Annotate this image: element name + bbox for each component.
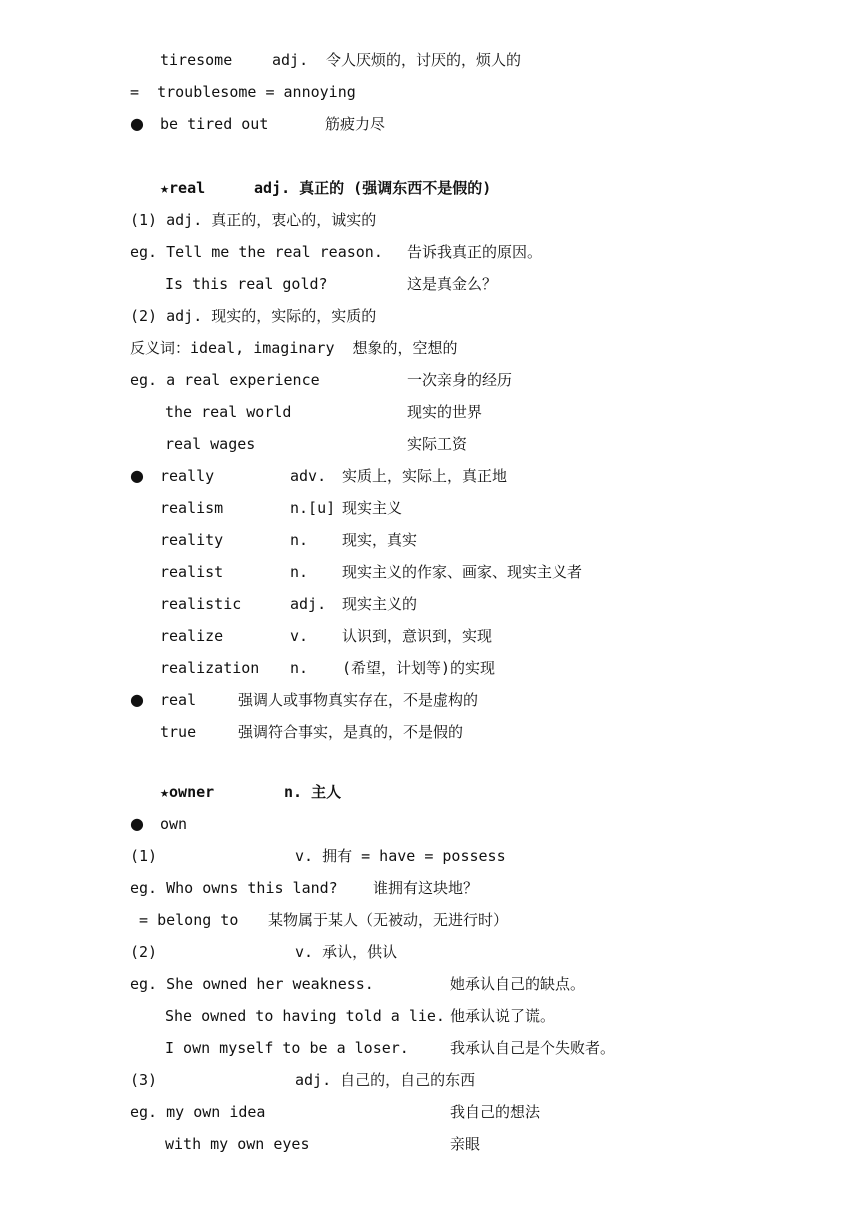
example-chinese: 她承认自己的缺点。 [450,975,586,993]
example-english: I own myself to be a loser. [165,1039,409,1057]
example-chinese: 他承认说了谎。 [450,1007,556,1025]
example-chinese: 实际工资 [407,435,468,453]
example-english: real wages [165,435,256,453]
headword: tiresome [160,51,233,69]
bullet-icon: ● [130,690,144,709]
example-line [130,872,840,904]
example-line [130,236,840,268]
derivative-word: realize [160,627,224,645]
example-chinese: 这是真金么？ [407,275,498,293]
sense-number: (2) [130,943,158,961]
derivative-word: realistic [160,595,242,613]
definition: 令人厌烦的，讨厌的，烦人的 [326,51,522,69]
example-line [130,1032,840,1064]
vocab-line-tiresome [130,44,840,76]
example-line [130,968,840,1000]
sense-line-2 [130,936,840,968]
comparison-line-real [130,684,840,716]
synonym-line [130,76,840,108]
example-english: the real world [165,403,292,421]
derivative-line-realization [130,652,840,684]
example-chinese: 一次亲身的经历 [407,371,513,389]
definition: 认识到，意识到，实现 [342,627,493,645]
sense-definition: v. 承认，供认 [295,943,398,961]
definition: 现实主义 [342,499,403,517]
comparison-note: 强调人或事物真实存在，不是虚构的 [238,691,479,709]
definition: 现实主义的作家、画家、现实主义者 [342,563,583,581]
example-line [130,396,840,428]
derivative-word: reality [160,531,224,549]
part-of-speech: n. [290,563,309,581]
usage-note-line [130,904,840,936]
bullet-icon: ● [130,466,144,485]
example-chinese: 我承认自己是个失败者。 [450,1039,616,1057]
part-of-speech: adv. [290,467,327,485]
definition: 实质上，实际上，真正地 [342,467,508,485]
part-of-speech: adj. [290,595,327,613]
example-english: eg. my own idea [130,1103,266,1121]
derivative-line-realist [130,556,840,588]
example-chinese: 现实的世界 [407,403,483,421]
definition: 现实主义的 [342,595,418,613]
part-of-speech: v. [290,627,309,645]
derivative-line-realistic [130,588,840,620]
entry-heading-owner [130,776,840,808]
example-english: She owned to having told a lie. [165,1007,445,1025]
compared-word: real [160,691,197,709]
derivative-line-own [130,808,840,840]
example-english: eg. a real experience [130,371,320,389]
phrase: be tired out [160,115,269,133]
antonym-line [130,332,840,364]
sense-line-1 [130,840,840,872]
derivative-line-reality [130,524,840,556]
sense-definition: v. 拥有 = have = possess [295,847,506,865]
sense-number: (3) [130,1071,158,1089]
comparison-line-true [130,716,840,748]
entry-gloss: n. 主人 [284,783,342,801]
example-line [130,428,840,460]
derivative-line-really [130,460,840,492]
sense-definition: (2) adj. 现实的，实际的，实质的 [130,307,377,325]
example-chinese: 告诉我真正的原因。 [407,243,543,261]
example-english: eg. Tell me the real reason. [130,243,383,261]
sense-definition: (1) adj. 真正的，衷心的，诚实的 [130,211,377,229]
sense-number: (1) [130,847,158,865]
bullet-icon: ● [130,814,144,833]
example-line [130,268,840,300]
comparison-note: 强调符合事实，是真的，不是假的 [238,723,464,741]
part-of-speech: adj. [272,51,309,69]
definition: (希望，计划等)的实现 [342,659,496,677]
example-line [130,1128,840,1160]
part-of-speech: n. [290,531,309,549]
derivative-word: realism [160,499,224,517]
synonyms: = troublesome = annoying [130,83,356,101]
sense-line-3 [130,1064,840,1096]
example-line [130,1000,840,1032]
example-english: Is this real gold? [165,275,328,293]
example-chinese: 谁拥有这块地？ [373,879,479,897]
example-line [130,364,840,396]
antonyms: 反义词：ideal, imaginary 想象的，空想的 [130,339,458,357]
sense-line-1 [130,204,840,236]
derivative-line-realize [130,620,840,652]
entry-gloss: adj. 真正的 (强调东西不是假的) [254,179,492,197]
definition: 现实，真实 [342,531,418,549]
usage-note: 某物属于某人（无被动，无进行时） [268,911,509,929]
example-english: with my own eyes [165,1135,310,1153]
derivative-line-realism [130,492,840,524]
bullet-icon: ● [130,114,144,133]
entry-headword: ★owner [160,783,215,801]
entry-heading-real [130,172,840,204]
part-of-speech: n. [290,659,309,677]
part-of-speech: n.[u] [290,499,336,517]
example-chinese: 我自己的想法 [450,1103,541,1121]
derivative-word: own [160,815,188,833]
entry-headword: ★real [160,179,206,197]
derivative-word: realist [160,563,224,581]
example-line [130,1096,840,1128]
phrase-line-be-tired-out [130,108,840,140]
example-english: eg. She owned her weakness. [130,975,374,993]
definition: 筋疲力尽 [325,115,386,133]
compared-word: true [160,723,197,741]
derivative-word: realization [160,659,260,677]
example-english: eg. Who owns this land? [130,879,338,897]
sense-line-2 [130,300,840,332]
usage-phrase: = belong to [130,911,239,929]
derivative-word: really [160,467,215,485]
sense-definition: adj. 自己的，自己的东西 [295,1071,476,1089]
example-chinese: 亲眼 [450,1135,481,1153]
